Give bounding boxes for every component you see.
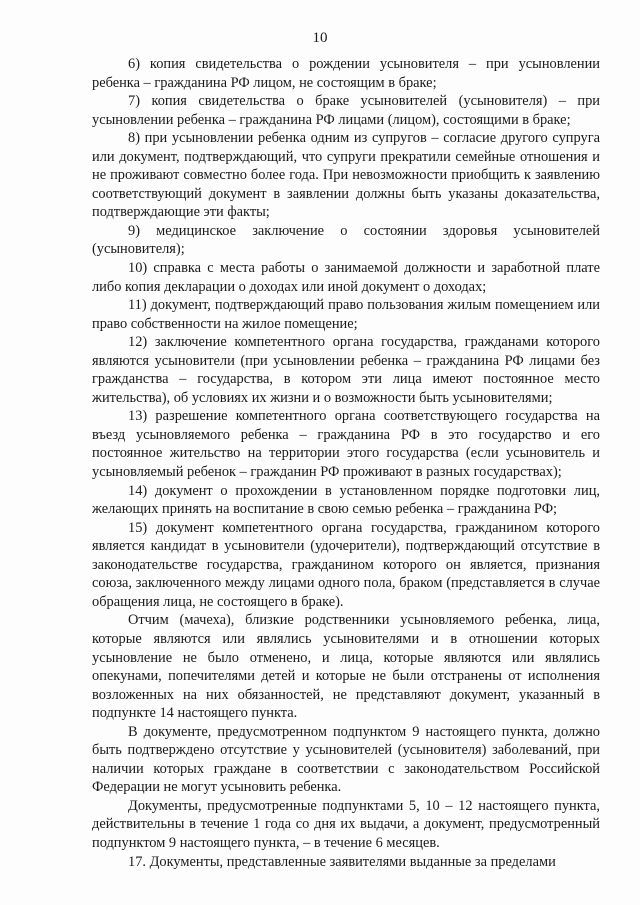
paragraph-item-12: 12) заключение компетентного органа государства, гражданами которого являются усыновители (при усыновлении ребенка – гражданина РФ лицами без гражданства – государства, в котором эти лица имеют постоянное место жительства), об условиях их жизни и о возможности быть усыновителями;: [92, 334, 600, 406]
page-number: 10: [312, 30, 328, 46]
paragraph-section-17: 17. Документы, представленные заявителями выданные за пределами: [128, 853, 556, 870]
paragraph-item-6: 6) копия свидетельства о рождении усыновителя – при усыновлении ребенка – гражданина РФ лицом, не состоящим в браке;: [92, 56, 600, 91]
paragraph-item-13: 13) разрешение компетентного органа соответствующего государства на въезд усыновляемого ребенка – гражданина РФ в это государство и его постоянное жительство на территории этого государства (если усыновитель и усыновляемый ребенок – гражданин РФ проживают в разных государствах);: [92, 408, 600, 481]
paragraph-item-15: 15) документ компетентного органа государства, гражданином которого является кандидат в усыновители (удочерители), подтверждающий отсутствие в законодательстве государства, гражданином которого он является, признания союза, заключенного между лицами одного пола, браком (представляется в случае обращения лица, не состоящего в браке).: [92, 519, 600, 610]
paragraph-item-14: 14) документ о прохождении в установленном порядке подготовки лиц, желающих принять на воспитание в свою семью ребенка – гражданина РФ;: [92, 482, 600, 518]
paragraph-medical-requirement: В документе, предусмотренном подпунктом 9 настоящего пункта, должно быть подтверждено отсутствие у усыновителей (усыновителя) заболеваний, при наличии которых граждане в соответствии с законодательством Российской Федерации не могут усыновить ребенка.: [92, 723, 600, 796]
paragraph-item-11: 11) документ, подтверждающий право пользования жилым помещением или право собственности на жилое помещение;: [92, 297, 600, 332]
paragraph-item-10: 10) справка с места работы о занимаемой должности и заработной плате либо копия декларации о доходах или иной документ о доходах;: [92, 260, 600, 295]
paragraph-stepparent-exemption: Отчим (мачеха), близкие родственники усыновляемого ребенка, лица, которые являются или являлись усыновителями и в отношении которых усыновление не было отменено, и лица, которые являются или являлись опекунами, попечителями детей и которые не были отстранены от исполнения возложенных на них обязанностей, не представляют документ, указанный в подпункте 14 настоящего пункта.: [92, 612, 600, 722]
paragraph-item-9: 9) медицинское заключение о состоянии здоровья усыновителей (усыновителя);: [92, 222, 600, 258]
paragraph-item-8: 8) при усыновлении ребенка одним из супругов – согласие другого супруга или документ, подтверждающий, что супруги прекратили семейные отношения и не проживают совместно более года. При невозможности приобщить к заявлению соответствующий документ в заявлении должны быть указаны доказательства, подтверждающие эти факты;: [92, 130, 600, 221]
paragraph-validity-period: Документы, предусмотренные подпунктами 5, 10 – 12 настоящего пункта, действительны в течение 1 года со дня их выдачи, а документ, предусмотренный подпунктом 9 настоящего пункта, – в течение 6 месяцев.: [92, 797, 600, 851]
paragraph-item-7: 7) копия свидетельства о браке усыновителей (усыновителя) – при усыновлении ребенка – гражданина РФ лицами (лицом), состоящими в браке;: [92, 93, 600, 128]
page-body: [92, 55, 600, 871]
